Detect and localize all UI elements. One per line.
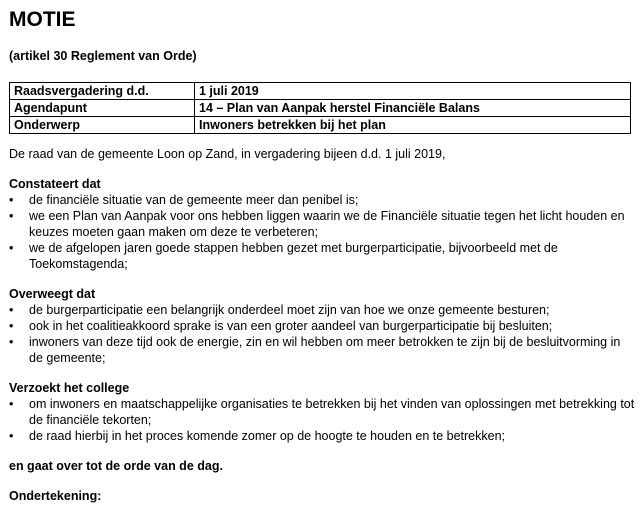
list-item-text: om inwoners en maatschappelijke organisaties te betrekken bij het vinden van oplossingen met betrekking tot de financiële tekorten;	[29, 397, 635, 427]
list-item-text: de raad hierbij in het proces komende zomer op de hoogte te houden en te betrekken;	[29, 429, 506, 443]
meta-value: 14 – Plan van Aanpak herstel Financiële Balans	[195, 100, 631, 117]
document-page	[9, 8, 635, 504]
list-item-text: inwoners van deze tijd ook de energie, zin en wil hebben om meer betrokken te zijn bij de besluitvorming in de gemeente;	[29, 335, 621, 365]
meta-row-meeting	[10, 83, 631, 100]
section-list-overweegt	[9, 302, 635, 366]
meta-row-agenda	[10, 100, 631, 117]
intro-paragraph: De raad van de gemeente Loon op Zand, in vergadering bijeen d.d. 1 juli 2019,	[9, 147, 446, 161]
list-item	[9, 334, 635, 366]
list-item	[9, 208, 635, 240]
bullet-icon: •	[9, 397, 14, 411]
section-list-verzoekt	[9, 396, 635, 444]
list-item-text: we de afgelopen jaren goede stappen hebben gezet met burgerparticipatie, bijvoorbeeld met de Toekomstagenda;	[29, 241, 558, 271]
meta-table	[9, 82, 631, 134]
bullet-icon: •	[9, 319, 14, 333]
bullet-icon: •	[9, 193, 14, 207]
section-heading-overweegt: Overweegt dat	[9, 287, 96, 301]
document-subtitle: (artikel 30 Reglement van Orde)	[9, 49, 197, 63]
bullet-icon: •	[9, 209, 14, 223]
bullet-icon: •	[9, 429, 14, 443]
list-item-text: de burgerparticipatie een belangrijk onderdeel moet zijn van hoe we onze gemeente besturen;	[29, 303, 550, 317]
section-heading-constateert: Constateert dat	[9, 177, 101, 191]
bullet-icon: •	[9, 335, 14, 349]
meta-label: Onderwerp	[10, 117, 195, 134]
closing-statement: en gaat over tot de orde van de dag.	[9, 459, 223, 473]
list-item-text: de financiële situatie van de gemeente meer dan penibel is;	[29, 193, 359, 207]
list-item	[9, 302, 635, 318]
list-item	[9, 318, 635, 334]
section-heading-verzoekt: Verzoekt het college	[9, 381, 130, 395]
meta-row-subject	[10, 117, 631, 134]
document-title: MOTIE	[9, 8, 76, 31]
meta-value: Inwoners betrekken bij het plan	[195, 117, 631, 134]
list-item	[9, 192, 635, 208]
list-item-text: ook in het coalitieakkoord sprake is van een groter aandeel van burgerparticipatie bij besluiten;	[29, 319, 553, 333]
list-item	[9, 428, 635, 444]
list-item	[9, 240, 635, 272]
list-item	[9, 396, 635, 428]
meta-label: Raadsvergadering d.d.	[10, 83, 195, 100]
meta-label: Agendapunt	[10, 100, 195, 117]
meta-value: 1 juli 2019	[195, 83, 631, 100]
signature-label: Ondertekening:	[9, 489, 102, 503]
section-list-constateert	[9, 192, 635, 272]
bullet-icon: •	[9, 241, 14, 255]
list-item-text: we een Plan van Aanpak voor ons hebben liggen waarin we de Financiële situatie tegen het licht houden en keuzes moeten gaan maken om deze te verbeteren;	[29, 209, 625, 239]
bullet-icon: •	[9, 303, 14, 317]
